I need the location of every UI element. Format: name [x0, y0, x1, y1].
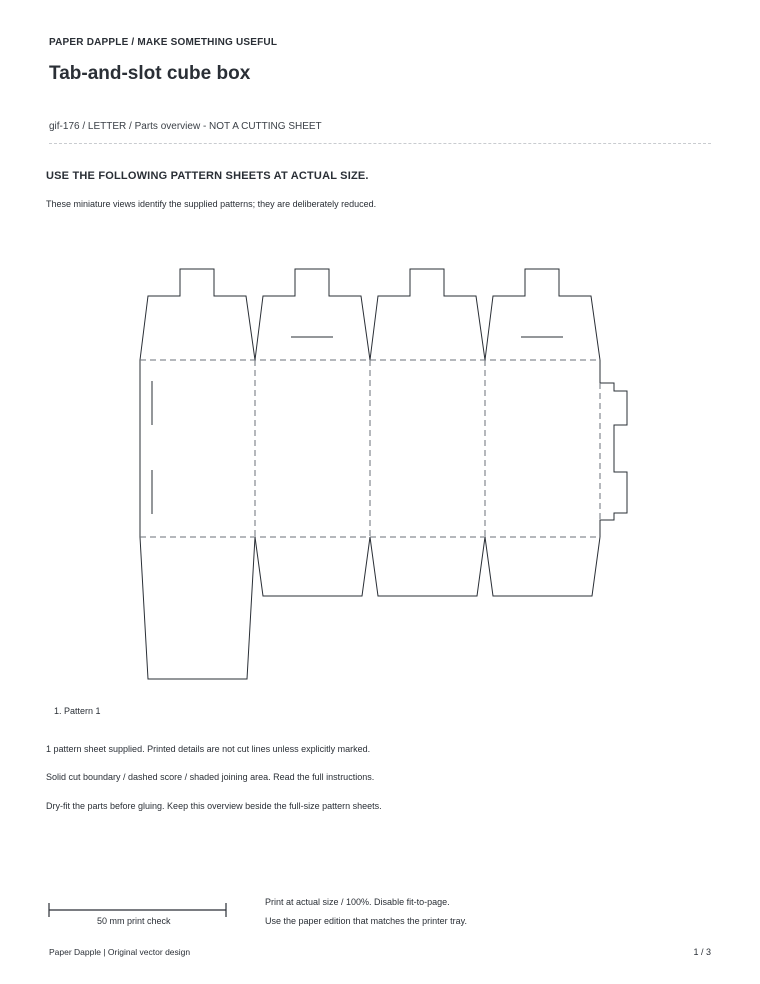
- right-tab-edge: [600, 360, 627, 537]
- scale-label: 50 mm print check: [97, 916, 171, 926]
- footer-credit: Paper Dapple | Original vector design: [49, 947, 191, 957]
- note-line: Solid cut boundary / dashed score / shaded joining area. Read the full instructions.: [46, 772, 375, 782]
- top-flap-2: [255, 269, 370, 360]
- bottom-flap-4: [485, 537, 600, 596]
- section-heading: USE THE FOLLOWING PATTERN SHEETS AT ACTUAL SIZE.: [46, 170, 369, 182]
- bottom-flap-2: [255, 537, 370, 596]
- page-number: 1 / 3: [693, 947, 711, 957]
- top-flap-3: [370, 269, 485, 360]
- bottom-flap-3: [370, 537, 485, 596]
- brand-breadcrumb: PAPER DAPPLE / MAKE SOMETHING USEFUL: [49, 37, 278, 48]
- print-note: Print at actual size / 100%. Disable fit-to-page.: [265, 897, 450, 907]
- page-title: Tab-and-slot cube box: [49, 63, 251, 84]
- section-intro: These miniature views identify the supplied patterns; they are deliberately reduced.: [46, 199, 377, 209]
- top-flap-4: [485, 269, 600, 360]
- print-note: Use the paper edition that matches the printer tray.: [265, 916, 467, 926]
- note-line: Dry-fit the parts before gluing. Keep this overview beside the full-size pattern sheets.: [46, 801, 382, 811]
- pattern-caption: 1. Pattern 1: [54, 706, 101, 716]
- bottom-flap-1: [140, 537, 255, 679]
- note-line: 1 pattern sheet supplied. Printed details are not cut lines unless explicitly marked.: [46, 744, 371, 754]
- top-flap-1: [140, 269, 255, 360]
- document-meta: gif-176 / LETTER / Parts overview - NOT A CUTTING SHEET: [49, 121, 322, 132]
